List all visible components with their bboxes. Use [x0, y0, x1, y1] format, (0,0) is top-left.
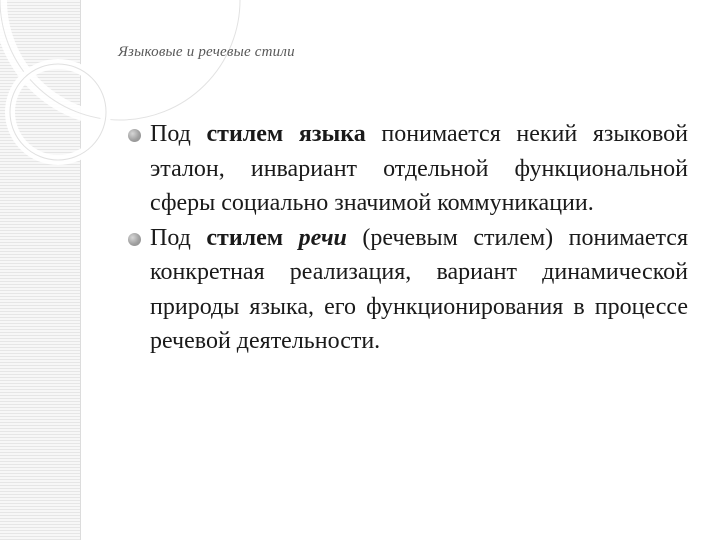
slide-title: Языковые и речевые стили [118, 44, 295, 60]
bullet-text: понимается некий языковой эталон, инвариант отдельной функциональной сферы социально значимой коммуникации. [150, 121, 688, 216]
bullet-term: стилем языка [206, 121, 366, 147]
bullet-term: стилем [206, 224, 284, 251]
bullet-icon [128, 233, 141, 246]
bullet-term-italic: речи [298, 224, 347, 251]
bullet-item [128, 221, 688, 359]
bullet-item [128, 117, 688, 221]
bullet-text: (речевым стилем) понимается конкретная реализация, вариант динамической природы языка, его функционирования в процессе речевой деятельности. [150, 224, 688, 354]
bullet-icon [128, 129, 141, 142]
slide-content [128, 117, 688, 359]
bullet-prefix: Под [150, 121, 207, 147]
bullet-prefix: Под [150, 224, 207, 251]
